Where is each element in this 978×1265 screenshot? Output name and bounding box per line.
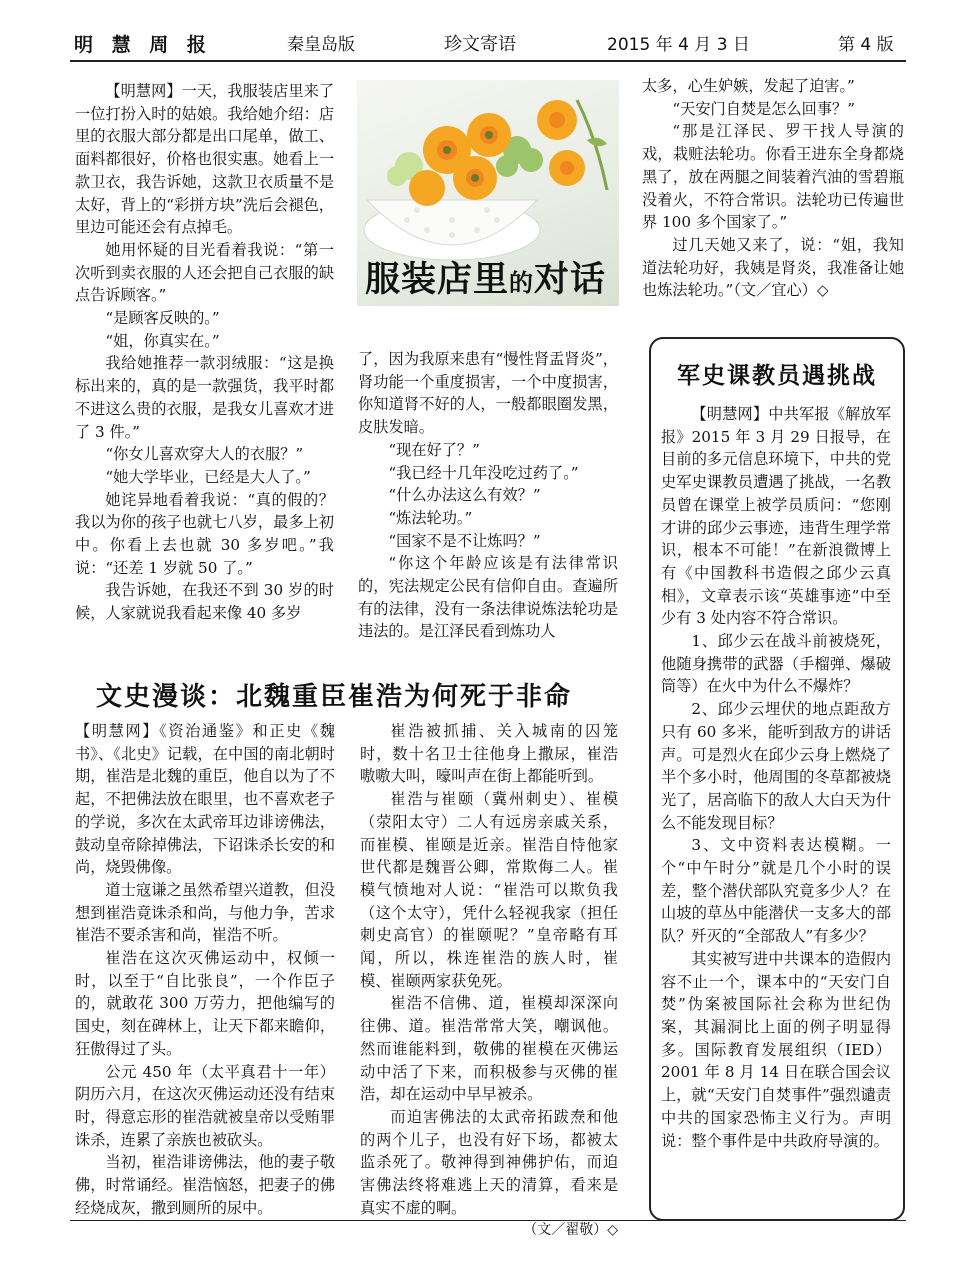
paragraph: “我已经十几年没吃过药了。” xyxy=(388,463,579,482)
paragraph: “现在好了？” xyxy=(388,440,480,459)
header-rule xyxy=(70,60,906,62)
paragraph: 3、文中资料表达模糊。一个“中午时分”就是几个小时的误差，整个潜伏部队究竟多少人？在山坡的草丛中能潜伏一支多大的部队？歼灭的“全部敌人”有多少？ xyxy=(661,836,891,946)
article2-column1 xyxy=(75,720,335,1219)
paragraph: “姐，你真实在。” xyxy=(105,331,220,350)
paragraph: “国家不是不让炼吗？” xyxy=(388,531,541,550)
paragraph: 了，因为我原来患有“慢性肾盂肾炎”，肾功能一个重度损害，一个中度损害，你知道肾不好的人，一般都眼圈发黑，皮肤发暗。 xyxy=(358,350,618,437)
section-label: 珍文寄语 xyxy=(444,34,516,55)
sidebar-title: 军史课教员遇挑战 xyxy=(677,362,877,389)
footer-rule xyxy=(70,1220,906,1221)
paragraph: 公元 450 年（太平真君十一年）阴历六月，在这次灭佛运动还没有结束时，得意忘形的崔浩就被皇帝以受贿罪诛杀，连累了亲族也被砍头。 xyxy=(75,1062,335,1149)
article-title-cui-hao: 文史漫谈：北魏重臣崔浩为何死于非命 xyxy=(96,682,573,712)
paragraph: 崔浩不信佛、道，崔模却深深向往佛、道。崔浩常常大笑，嘲讽他。然而谁能料到，敬佛的崔模在灭佛运动中活了下来，而积极参与灭佛的崔浩，却在运动中早早被杀。 xyxy=(360,994,618,1104)
paragraph: 她诧异地看着我说：“真的假的？我以为你的孩子也就七八岁，最多上初中。你看上去也就 30 多岁吧。”我说：“还差 1 岁就 50 了。” xyxy=(75,490,334,577)
paragraph: 当初，崔浩诽谤佛法，他的妻子敬佛，时常诵经。崔浩恼怒，把妻子的佛经烧成灰，撒到厕所的尿中。 xyxy=(75,1153,335,1217)
paragraph: “什么办法这么有效？” xyxy=(388,486,541,505)
article1-column1 xyxy=(75,80,334,625)
paragraph: 2、邱少云埋伏的地点距敌方只有 60 多米，能听到敌方的讲话声。可是烈火在邱少云身上燃烧了半个多小时，他周围的冬草都被烧光了，居高临下的敌人大白天为什么不能发现目标？ xyxy=(661,700,891,832)
paragraph: 崔浩在这次灭佛运动中，权倾一时，以至于“自比张良”，一个作臣子的，就敢花 300 万劳力，把他编写的国史，刻在碑林上，让天下都来瞻仰，狂傲得过了头。 xyxy=(75,949,335,1058)
paragraph: 【明慧网】中共军报《解放军报》2015 年 3 月 29 日报导，在目前的多元信息环境下，中共的党史军史课教员遭遇了挑战，一名教员曾在课堂上被学员质问：“您刚才讲的邱少云事迹，违背生理学常识，根本不可能！”在新浪微博上有《中国教科书造假之邱少云真相》，文章表示该“英雄事迹”中至少有 3 处内容不符合常识。 xyxy=(661,405,891,628)
paragraph: “天安门自焚是怎么回事？” xyxy=(672,99,855,118)
paragraph: 太多，心生妒嫉，发起了迫害。” xyxy=(642,77,855,95)
paragraph: 崔浩与崔颐（冀州刺史）、崔模（荥阳太守）二人有远房亲戚关系，而崔模、崔颐是近亲。崔浩自恃他家世代都是魏晋公卿，常欺侮二人。崔模气愤地对人说：“崔浩可以欺负我（这个太守），凭什么轻视我家（担任刺史高官）的崔颐呢？”皇帝略有耳闻，所以，株连崔浩的族人时，崔模、崔颐两家获免死。 xyxy=(360,790,618,990)
article-photo xyxy=(357,80,619,306)
paragraph: 我给她推荐一款羽绒服：“这是换标出来的，真的是一款强货，我平时都不进这么贵的衣服，是我女儿喜欢才进了 3 件。” xyxy=(75,354,334,441)
paragraph: “炼法轮功。” xyxy=(388,508,473,527)
article2-column2 xyxy=(360,720,618,1242)
edition-label: 秦皇岛版 xyxy=(287,35,355,55)
paragraph: 我告诉她，在我还不到 30 岁的时候，人家就说我看起来像 40 多岁 xyxy=(75,581,334,623)
paragraph: “她大学毕业，已经是大人了。” xyxy=(105,467,311,486)
paragraph: 过几天她又来了，说：“姐，我知道法轮功好，我姨是肾炎，我准备让她也炼法轮功。”（文／宜心）◇ xyxy=(642,235,904,300)
paragraph: 道士寇谦之虽然希望兴道教，但没想到崔浩竟诛杀和尚，与他力争，苦求崔浩不要杀害和尚，崔浩不听。 xyxy=(75,880,335,945)
paragraph: “是顾客反映的。” xyxy=(105,309,220,328)
article1-column3 xyxy=(642,75,904,302)
masthead: 明 慧 周 报 xyxy=(74,34,212,56)
paragraph: 【明慧网】一天，我服装店里来了一位打扮入时的姑娘。我给她介绍：店里的衣服大部分都是出口尾单，做工、面料都很好，价格也很实惠。她看上一款卫衣，我告诉她，这款卫衣质量不是太好，背上的“彩拼方块”洗后会褪色，里边可能还会有点掉毛。 xyxy=(75,82,334,237)
paragraph: 崔浩被抓捕、关入城南的囚笼时，数十名卫士往他身上撒尿，崔浩嗷嗷大叫，嚎叫声在街上都能听到。 xyxy=(360,722,618,786)
paragraph: 她用怀疑的目光看着我说：“第一次听到卖衣服的人还会把自己衣服的缺点告诉顾客。” xyxy=(75,240,334,305)
paragraph: （文／翟敬）◇ xyxy=(523,1222,618,1239)
paragraph: “那是江泽民、罗干找人导演的戏，栽赃法轮功。你看王进东全身都烧黑了，放在两腿之间装着汽油的雪碧瓶没着火，不符合常识。法轮功已传遍世界 100 多个国家了。” xyxy=(642,122,904,232)
paragraph: 【明慧网】《资治通鉴》和正史《魏书》、《北史》记载，在中国的南北朝时期，崔浩是北魏的重臣，他自以为了不起，不把佛法放在眼里，也不喜欢老子的学说，多次在太武帝耳边诽谤佛法，鼓动皇帝除掉佛法，下诏诛杀长安的和尚，烧毁佛像。 xyxy=(75,722,335,877)
page-number: 第 4 版 xyxy=(838,35,894,55)
paragraph: 其实被写进中共课本的造假内容不止一个，课本中的“天安门自焚”伪案被国际社会称为世纪伪案，其漏洞比上面的例子明显得多。国际教育发展组织（IED）2001 年 8 月 14 日在联合国会议上，就“天安门自焚事件”强烈谴责中共的国家恐怖主义行为。声明说：整个事件是中共政府导演的。 xyxy=(661,949,891,1150)
sidebar-text xyxy=(661,403,891,1152)
paragraph: 而迫害佛法的太武帝拓跋焘和他的两个儿子，也没有好下场，都被太监杀死了。敬神得到神佛护佑，而迫害佛法终将难逃上天的清算，看来是真实不虚的啊。 xyxy=(360,1107,618,1217)
article-title-clothing-store: 服装店里的对话 xyxy=(365,260,607,300)
paragraph: “你女儿喜欢穿大人的衣服？” xyxy=(105,445,304,464)
article1-column2 xyxy=(358,348,618,643)
sidebar-box xyxy=(649,337,905,1221)
paragraph: 1、邱少云在战斗前被烧死，他随身携带的武器（手榴弹、爆破筒等）在火中为什么不爆炸？ xyxy=(661,632,891,696)
issue-date: 2015 年 4 月 3 日 xyxy=(607,35,750,55)
paragraph: “你这个年龄应该是有法律常识的，宪法规定公民有信仰自由。查遍所有的法律，没有一条法律说炼法轮功是违法的。是江泽民看到炼功人 xyxy=(358,554,618,641)
